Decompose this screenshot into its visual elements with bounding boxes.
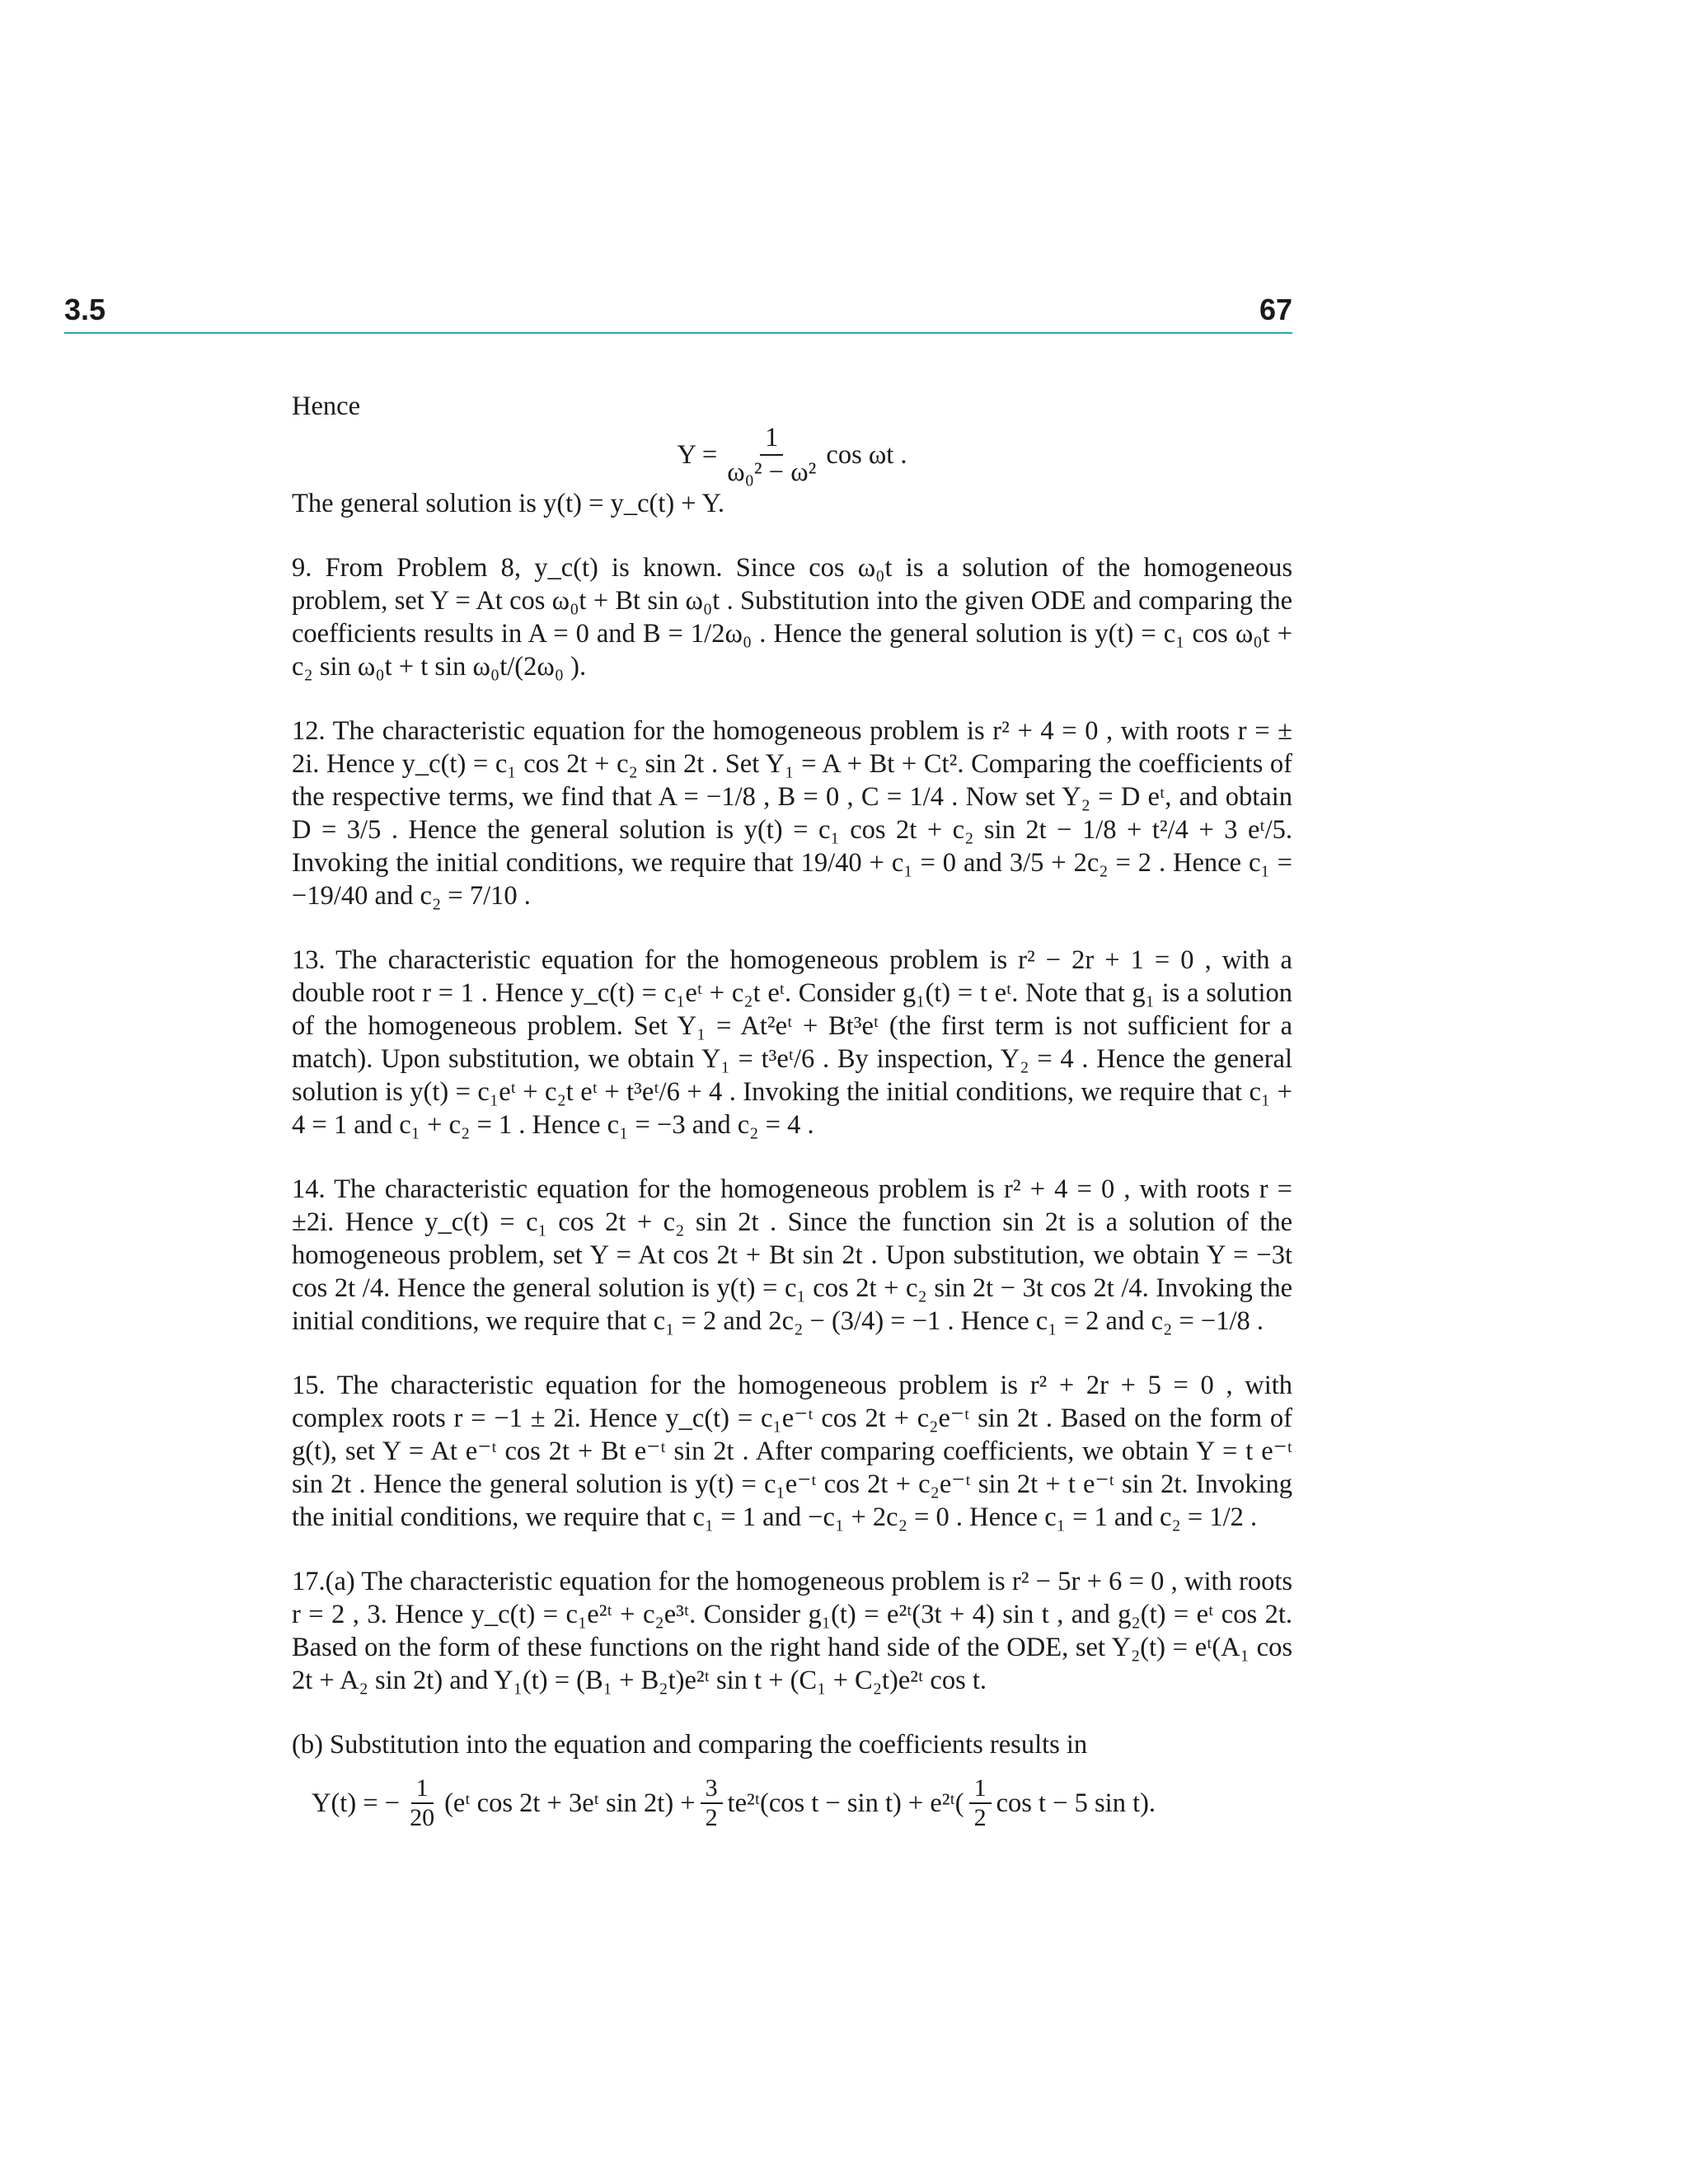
- page-number: 67: [1259, 293, 1292, 326]
- page-content: [292, 390, 1292, 1830]
- fraction-1-2: [969, 1776, 992, 1830]
- equation-lhs: Y =: [677, 439, 718, 470]
- display-equation-b: [292, 1776, 1292, 1830]
- fraction-3-2: [701, 1776, 723, 1830]
- problem-17a: 17.(a) The characteristic equation for the homogeneous problem is r² − 5r + 6 = 0 , with roots r = 2 , 3. Hence y_c(t) = c₁e²ᵗ + c₂e³ᵗ. Consider g₁(t) = e²ᵗ(3t + 4) sin t , and g₂(t) = eᵗ cos 2t. Based on the form of these functions on the right hand side of the ODE, set Y₂(t) = eᵗ(A₁ cos 2t + A₂ sin 2t) and Y₁(t) = (B₁ + B₂t)e²ᵗ sin t + (C₁ + C₂t)e²ᵗ cos t.: [292, 1567, 1292, 1695]
- equation-b-term2: te²ᵗ(cos t − sin t) + e²ᵗ(: [727, 1788, 964, 1818]
- problem-12: 12. The characteristic equation for the homogeneous problem is r² + 4 = 0 , with roots r = ± 2i. Hence y_c(t) = c₁ cos 2t + c₂ sin 2t . Set Y₁ = A + Bt + Ct². Comparing the coefficients of the respective terms, we find that A = −1/8 , B = 0 , C = 1/4 . Now set Y₂ = D eᵗ, and obtain D = 3/5 . Hence the general solution is y(t) = c₁ cos 2t + c₂ sin 2t − 1/8 + t²/4 + 3 eᵗ/5. Invoking the initial conditions, we require that 19/40 + c₁ = 0 and 3/5 + 2c₂ = 2 . Hence c₁ = −19/40 and c₂ = 7/10 .: [292, 716, 1292, 911]
- problem-13: 13. The characteristic equation for the homogeneous problem is r² − 2r + 1 = 0 , with a double root r = 1 . Hence y_c(t) = c₁eᵗ + c₂t eᵗ. Consider g₁(t) = t eᵗ. Note that g₁ is a solution of the homogeneous problem. Set Y₁ = At²eᵗ + Bt³eᵗ (the first term is not sufficient for a match). Upon substitution, we obtain Y₁ = t³eᵗ/6 . By inspection, Y₂ = 4 . Hence the general solution is y(t) = c₁eᵗ + c₂t eᵗ + t³eᵗ/6 + 4 . Invoking the initial conditions, we require that c₁ + 4 = 1 and c₁ + c₂ = 1 . Hence c₁ = −3 and c₂ = 4 .: [292, 945, 1292, 1140]
- display-equation: [292, 423, 1292, 487]
- equation-b-end: cos t − 5 sin t).: [996, 1788, 1156, 1818]
- fraction-numerator: 3: [701, 1776, 723, 1804]
- equation-b-lhs: Y(t) = −: [312, 1788, 401, 1818]
- page-header: [64, 293, 1292, 334]
- hence-label: Hence: [292, 391, 360, 421]
- fraction-denominator: 2: [705, 1804, 718, 1831]
- problem-14: 14. The characteristic equation for the homogeneous problem is r² + 4 = 0 , with roots r = ±2i. Hence y_c(t) = c₁ cos 2t + c₂ sin 2t . Since the function sin 2t is a solution of the homogeneous problem, set Y = At cos 2t + Bt sin 2t . Upon substitution, we obtain Y = −3t cos 2t /4. Hence the general solution is y(t) = c₁ cos 2t + c₂ sin 2t − 3t cos 2t /4. Invoking the initial conditions, we require that c₁ = 2 and 2c₂ − (3/4) = −1 . Hence c₁ = 2 and c₂ = −1/8 .: [292, 1174, 1292, 1336]
- problem-17b: (b) Substitution into the equation and comparing the coefficients results in: [292, 1730, 1088, 1760]
- fraction-denominator: 2: [973, 1804, 987, 1831]
- problem-15: 15. The characteristic equation for the homogeneous problem is r² + 2r + 5 = 0 , with complex roots r = −1 ± 2i. Hence y_c(t) = c₁e⁻ᵗ cos 2t + c₂e⁻ᵗ sin 2t . Based on the form of g(t), set Y = At e⁻ᵗ cos 2t + Bt e⁻ᵗ sin 2t . After comparing coefficients, we obtain Y = t e⁻ᵗ sin 2t . Hence the general solution is y(t) = c₁e⁻ᵗ cos 2t + c₂e⁻ᵗ sin 2t + t e⁻ᵗ sin 2t. Invoking the initial conditions, we require that c₁ = 1 and −c₁ + 2c₂ = 0 . Hence c₁ = 1 and c₂ = 1/2 .: [292, 1371, 1292, 1532]
- fraction-numerator: 1: [411, 1776, 434, 1804]
- equation-rhs: cos ωt .: [826, 439, 907, 470]
- problem-9: 9. From Problem 8, y_c(t) is known. Since cos ω₀t is a solution of the homogeneous problem, set Y = At cos ω₀t + Bt sin ω₀t . Substitution into the given ODE and comparing the coefficients results in A = 0 and B = 1/2ω₀ . Hence the general solution is y(t) = c₁ cos ω₀t + c₂ sin ω₀t + t sin ω₀t/(2ω₀ ).: [292, 553, 1292, 682]
- fraction-denominator: 20: [410, 1804, 435, 1831]
- general-solution-line: The general solution is y(t) = y_c(t) + Y.: [292, 489, 724, 518]
- equation-b-term1: (eᵗ cos 2t + 3eᵗ sin 2t) +: [444, 1788, 696, 1818]
- fraction-numerator: 1: [760, 423, 783, 456]
- fraction-1-20: [405, 1776, 439, 1830]
- equation-fraction: [722, 423, 821, 487]
- fraction-denominator: ω₀² − ω²: [727, 457, 817, 487]
- section-number: 3.5: [64, 293, 106, 326]
- fraction-numerator: 1: [969, 1776, 992, 1804]
